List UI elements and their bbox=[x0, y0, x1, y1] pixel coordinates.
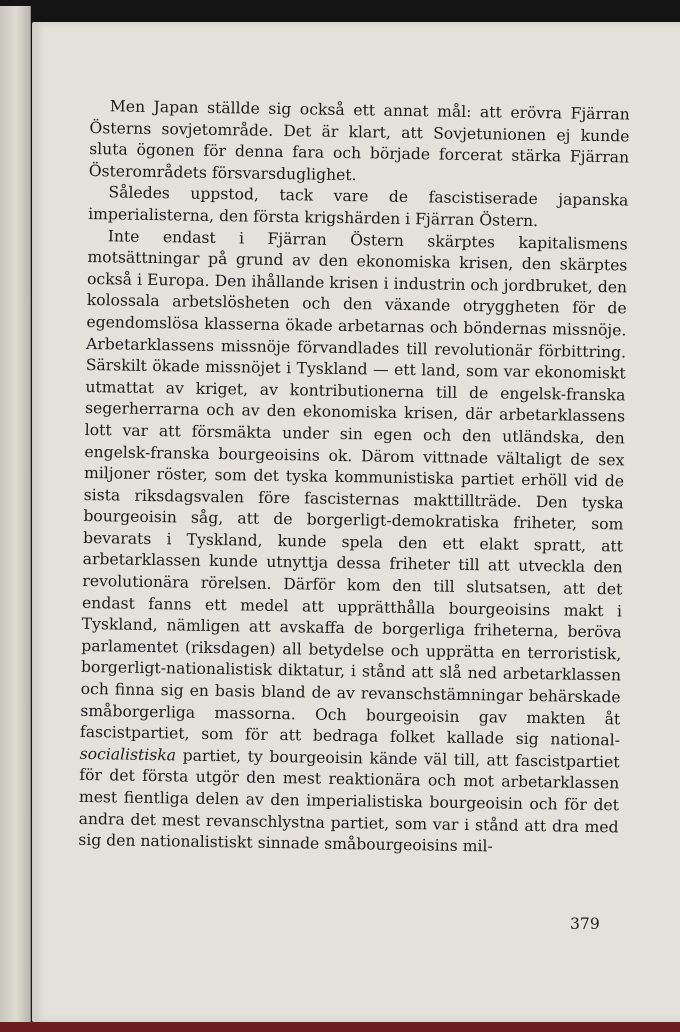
book-cover-edge bbox=[0, 1022, 680, 1032]
page-body-text bbox=[78, 96, 630, 860]
page-number: 379 bbox=[570, 915, 600, 933]
paragraph-1: Men Japan ställde sig också ett annat mål: att erövra Fjärran Österns sovjetområde. Det är klart, att Sovjetunionen ej kunde sluta ögonen för denna fara och började forcerat stärka Fjärran Österområdets försvarsduglighet. bbox=[88, 97, 630, 184]
paragraph-3-part-2: partiet, ty bourgeoisin kände väl till, att fascistpartiet för det första utgör den mest reaktionära och mot arbetarklassen mest fientliga delen av den imperialistiska bourgeoisin och för det andra det mest revanschlystna partiet, som var i stånd att dra med sig den nationalistiskt sinnade småbourgeoisins mil- bbox=[78, 746, 620, 856]
paragraph-3-italic-word: socialistiska bbox=[79, 744, 177, 765]
book-page bbox=[32, 22, 680, 1022]
paragraph-3 bbox=[78, 226, 628, 861]
paragraph-3-part-1: Inte endast i Fjärran Östern skärptes kapitalismens motsättningar på grund av den ekonomiska krisen, den skärptes också i Europa. Den ihållande krisen i industrin och jordbruket, den kolossala arbetslösheten och den växande otryggheten för de egendomslösa klasserna ökade arbetarnas och böndernas missnöje. Arbetarklassens missnöje förvandlades till revolutionär förbittring. Särskilt ökade missnöjet i Tyskland — ett land, som var ekonomiskt utmattat av kriget, av kontributionerna till de engelsk-franska segerherrarna och av den ekonomiska krisen, där arbetarklassens lott var att försmäkta under sin egen och den utländska, den engelsk-franska bourgeoisins ok. Därom vittnade vältaligt de sex miljoner röster, som det tyska kommunistiska partiet erhöll vid de sista riksdagsvalen före fascisternas makttillträde. Den tyska bourgeoisin såg, att de borgerligt-demokratiska friheter, som bevarats i Tyskland, kunde spela den ett elakt spratt, att arbetarklassen kunde utnyttja dessa friheter till att utveckla den revolutionära rörelsen. Därför kom den till slutsatsen, att det endast fanns ett medel att upprätthålla bourgeoisins makt i Tyskland, nämligen att avskaffa de borgerliga friheterna, beröva parlamentet (riksdagen) all betydelse och upprätta en terroristisk, borgerligt-nationalistisk diktatur, i stånd att slå ned arbetarklassen och finna sig en basis bland de av revanschstämningar behärskade småborgerliga massorna. Och bourgeoisin gav makten åt fascistpartiet, som för att bedraga folket kallade sig national- bbox=[79, 226, 628, 750]
facing-page-edge bbox=[0, 6, 31, 1026]
paragraph-2: Således uppstod, tack vare de fascistiserade japanska imperialisterna, den första krigshärden i Fjärran Östern. bbox=[88, 183, 629, 231]
